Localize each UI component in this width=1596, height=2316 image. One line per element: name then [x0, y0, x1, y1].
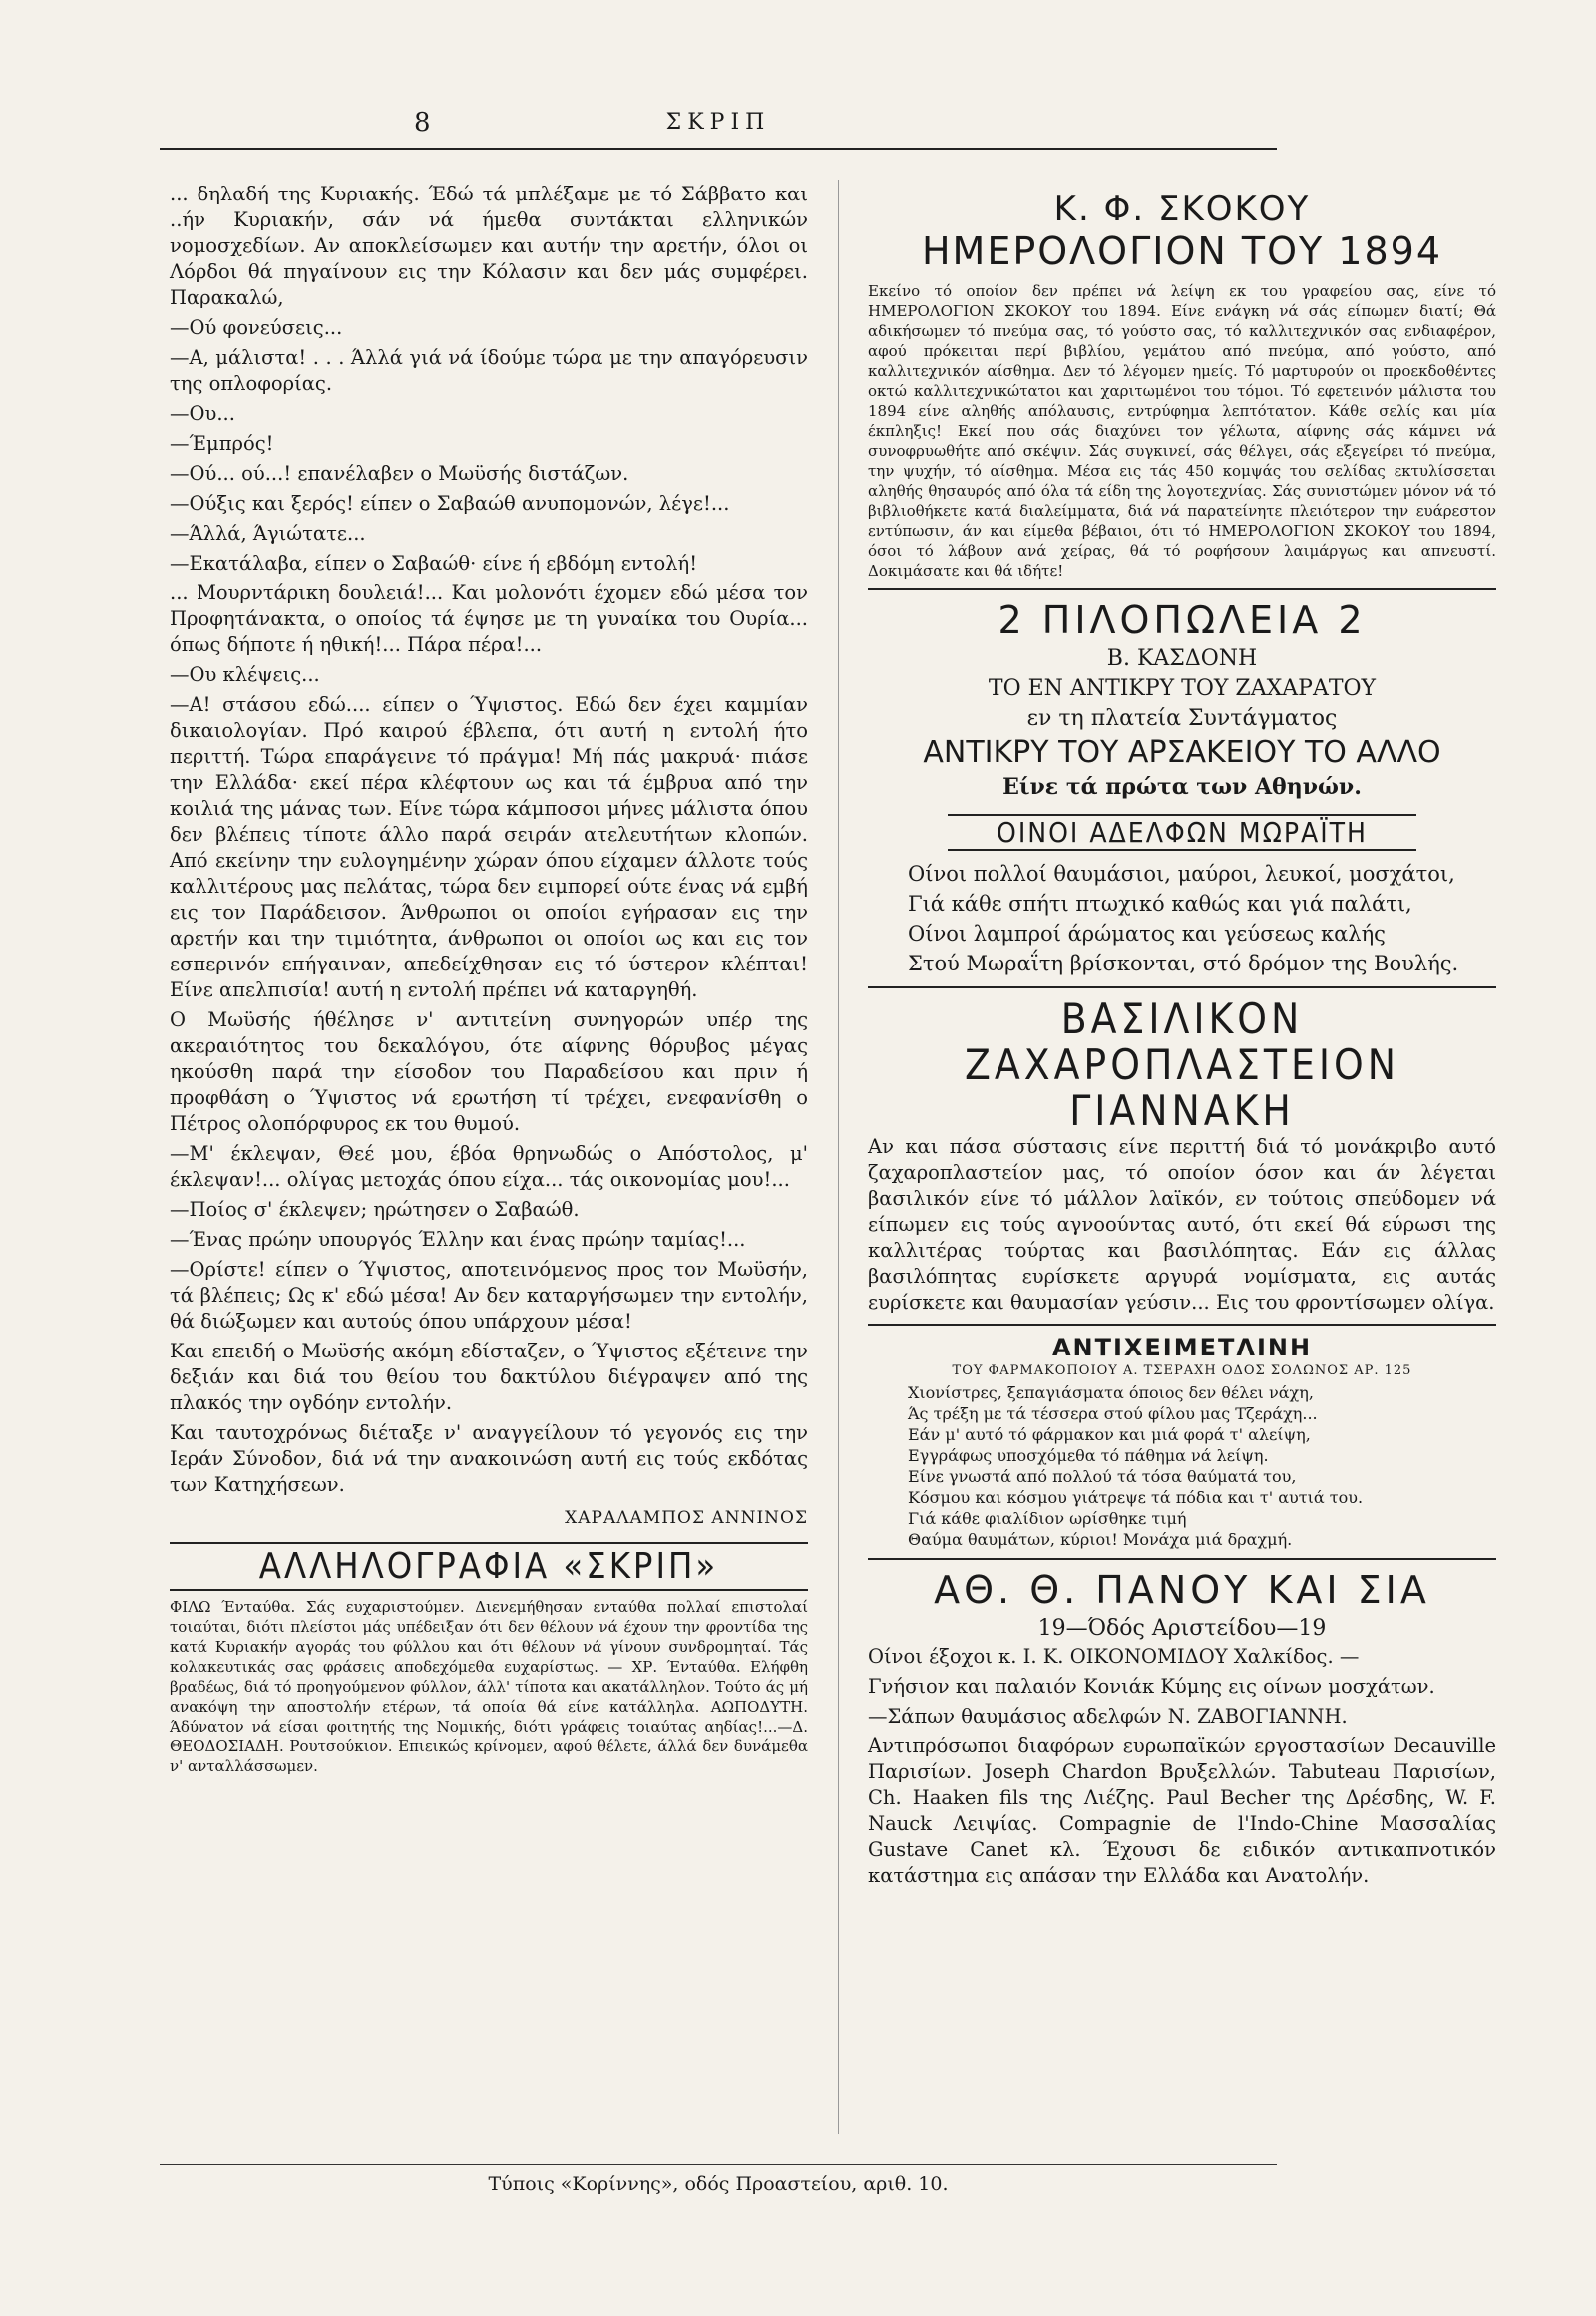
verse-line: Γιά κάθε φιαλίδιον ωρίσθηκε τιμή [908, 1509, 1187, 1528]
page-number: 8 [414, 108, 431, 138]
story-paragraph: —Μ' έκλεψαν, Θεέ μου, έβόα θρηνωδώς ο Απόστολος, μ' έκλεψαν!... ολίγας μετοχάς όπου είχα... τάς οικονομίας μου!... [170, 1142, 808, 1191]
story-paragraph: Και ταυτοχρόνως διέταξε ν' αναγγείλουν τό γεγονός εις την Ιεράν Σύνοδον, διά νά την ανακοινώση αυτή εις τούς εκδότας των Κατηχήσεων. [170, 1421, 808, 1496]
kasdoni-name: Β. ΚΑΣΔΟΝΗ [1106, 646, 1258, 671]
panou-line: Αντιπρόσωποι διαφόρων ευρωπαϊκών εργοστασίων Decauville Παρισίων. Joseph Chardon Βρυξελλών. Tabuteau Παρισίων, Ch. Haaken fils της Λιέζης. Paul Becher της Δρέσδης, W. F. Nauck Λειψίας. Compagnie de l'Indo-Chine Μασσαλίας Gustave Canet κλ. Έχουσι δε ειδικόν αντικαπνοτικόν κατάστημα εις απάσαν την Ελλάδα και Ανατολήν. [868, 1735, 1496, 1887]
wine-verses [908, 859, 1496, 978]
panou-ad [868, 1568, 1496, 1889]
column-divider [838, 180, 839, 2134]
pharmacy-verses [908, 1382, 1496, 1550]
story-paragraph: —Ού φονεύσεις... [170, 316, 343, 339]
verse-line: Εάν μ' αυτό τό φάρμακον και μιά φορά τ' αλείψη, [908, 1425, 1311, 1444]
ad-separator [868, 1324, 1496, 1326]
skokou-text: Εκείνο τό οποίον δεν πρέπει νά λείψη εκ του γραφείου σας, είνε τό ΗΜΕΡΟΛΟΓΙΟΝ ΣΚΟΚΟΥ του 1894. Είνε ενάγκη νά σάς είπωμεν διατί; Θά αδικήσωμεν τό πνεύμα σας, τό γούστο σας, τό καλλιτεχνικόν σας ενδιαφέρον, αφού πρόκειται περί βιβλίου, γεμάτου από πνεύμα, από γούστο, από καλλιτεχνικόν αίσθημα. Δεν τό λέγομεν ημείς. Τό μαρτυρούν οι προεκδοθέντες οκτώ καλλιτεχνικώτατοι και χαριτωμένοι του τόμοι. Τό εφετεινόν μάλιστα του 1894 είνε αληθής απόλαυσις, εντρύφημα λεπτότατον. Κάθε σελίς και μία έκπληξις! Εκεί που σάς διαχύνει τον γέλωτα, αίφνης σάς κάμνει νά συνοφρυωθήτε από σκέψιν. Σάς συγκινεί, σάς θέλγει, σάς εξεγείρει τό πνεύμα, την ψυχήν, τό αίσθημα. Μέσα εις τάς 450 κομψάς του σελίδας εκτυλίσσεται αληθής θησαυρός από όλα τά είδη της λογοτεχνίας. Σάς συνιστώμεν μόνον νά τό βιβλιοθήκετε κατά διαλείμματα, διά νά παρατείνητε πλειότερον την ευάρεστον εντύπωσιν, άν και είμεθα βέβαιοι, ότι τό ΗΜΕΡΟΛΟΓΙΟΝ ΣΚΟΚΟΥ του 1894, όσοι τό λάβουν ανά χείρας, θά τό ροφήσουν λαιμάργως και απνευστί. Δοκιμάσατε και θά ιδήτε! [868, 282, 1496, 579]
panou-title: ΑΘ. Θ. ΠΑΝΟΥ ΚΑΙ ΣΙΑ [934, 1568, 1430, 1612]
ad-separator [868, 588, 1496, 590]
story-paragraph: ... Μουρντάρικη δουλειά!... Και μολονότι έχομεν εδώ μέσα τον Προφητάνακτα, ο οποίος τά έψησε με τη γυναίκα του Ουρία... όπως δήποτε ή ηθική!... Πάρα πέρα!... [170, 581, 808, 656]
wine-ad [868, 814, 1496, 978]
panou-line: Γνήσιον και παλαιόν Κονιάκ Κύμης εις οίνων μοσχάτων. [868, 1675, 1435, 1698]
skokou-ad [868, 190, 1496, 580]
story-paragraph: —Ορίστε! είπεν ο Ύψιστος, αποτεινόμενος προς τον Μωϋσήν, τά βλέπεις; Ως κ' εδώ μέσα! Αν δεν καταργήσωμεν την εντολήν, θά διώξωμεν και αυτούς όπου υπάρχουν μέσα! [170, 1258, 808, 1333]
story-paragraph: —Ου κλέψεις... [170, 663, 320, 686]
verse-line: Είνε γνωστά από πολλού τά τόσα θαύματά του, [908, 1467, 1297, 1486]
verse-line: Άς τρέξη με τά τέσσερα στού φίλου μας Τζεράχη... [908, 1404, 1318, 1423]
story-paragraph: —Α, μάλιστα! . . . Άλλά γιά νά ίδούμε τώρα με την απαγόρευσιν της οπλοφορίας. [170, 346, 808, 395]
pastry-ad [868, 996, 1496, 1316]
story-paragraph: Ο Μωϋσής ήθέλησε ν' αντιτείνη συνηγορών υπέρ της ακεραιότητος του δεκαλόγου, ότε αίφνης θόρυβος μέγας ηκούσθη παρά την είσοδον του Παραδείσου και πριν ή προφθάση ο Ύψιστος νά ερωτήση τί τρέχει, ενεφανίσθη ο Πέτρος ολοπόρφυρος εκ του θυμού. [170, 1008, 808, 1135]
right-column [868, 182, 1496, 1893]
correspondence-text: ΦΙΛΩ Ένταύθα. Σάς ευχαριστούμεν. Διενεμήθησαν ενταύθα πολλαί επιστολαί τοιαύται, διότι πλείστοι μάς υπέδειξαν ότι δεν θέλουν νά έχουν την φροντίδα της κατά Κυριακήν αγοράς του φύλλου και ότι θέλουν νά γίνουν συνδρομηταί. Τάς κολακευτικάς σας φράσεις αποδεχόμεθα ευχαρίστως. — ΧΡ. Ένταύθα. Ελήφθη βραδέως, διά τό προηγούμενον φύλλον, άλλ' τίποτα και ακατάλληλον. Τούτο άς μή ανακόψη την αποστολήν ετέρων, τά οποία θά είνε κατάλληλα. ΑΩΠΟΔΥΤΗ. Άδύνατον νά είσαι φοιτητής της Νομικής, διότι γράφεις τοιαύτας αηδίας!...—Δ. ΘΕΟΔΟΣΙΑΔΗ. Ρουτσούκιον. Επιεικώς κρίνομεν, αφού θέλετε, άλλά δεν δυνάμεθα ν' ανταλλάσσωμεν. [170, 1598, 808, 1775]
running-title: ΣΚΡΙΠ [665, 110, 771, 135]
story-paragraph: —Άλλά, Άγιώτατε... [170, 522, 366, 545]
skokou-name: Κ. Φ. ΣΚΟΚΟΥ [1053, 190, 1311, 229]
page-header [160, 108, 1277, 148]
verse-line: Γιά κάθε σπήτι πτωχικό καθώς και γιά παλάτι, [908, 892, 1412, 916]
story-paragraph: —Ου... [170, 402, 235, 425]
verse-line: Οίνοι πολλοί θαυμάσιοι, μαύροι, λευκοί, μοσχάτοι, [908, 862, 1455, 886]
story-paragraph: —Ού... ού...! επανέλαβεν ο Μωϋσής διστάζων. [170, 462, 629, 485]
pharmacy-subtitle: ΤΟΥ ΦΑΡΜΑΚΟΠΟΙΟΥ Α. ΤΣΕΡΑΧΗ ΟΔΟΣ ΣΟΛΩΝΟΣ ΑΡ. 125 [952, 1363, 1412, 1378]
story-paragraph: —Ένας πρώην υπουργός Έλλην και ένας πρώην ταμίας!... [170, 1228, 746, 1251]
verse-line: Χιονίστρες, ξεπαγιάσματα όποιος δεν θέλει νάχη, [908, 1383, 1314, 1402]
pastry-title: ΒΑΣΙΛΙΚΟΝ ΖΑΧΑΡΟΠΛΑΣΤΕΙΟΝ [964, 994, 1399, 1089]
story-paragraph: —Εκατάλαβα, είπεν ο Σαβαώθ· είνε ή εβδόμη εντολή! [170, 552, 698, 575]
kasdoni-line1: ΤΟ ΕΝ ΑΝΤΙΚΡΥ ΤΟΥ ΖΑΧΑΡΑΤΟΥ [988, 676, 1377, 701]
ad-separator [868, 986, 1496, 988]
left-column [170, 182, 808, 1778]
pastry-name: ΓΙΑΝΝΑΚΗ [1069, 1086, 1295, 1135]
author-signature: ΧΑΡΑΛΑΜΠΟΣ ΑΝΝΙΝΟΣ [565, 1508, 808, 1528]
verse-line: Στού Μωραΐτη βρίσκονται, στό δρόμον της Βουλής. [908, 952, 1459, 975]
pharmacy-title: ΑΝΤΙΧΕΙΜΕΤΛΙΝΗ [1051, 1334, 1313, 1361]
panou-line: —Σάπων θαυμάσιος αδελφών Ν. ΖΑΒΟΓΙΑΝΝΗ. [868, 1705, 1348, 1728]
panou-address: 19—Όδός Αριστείδου—19 [1037, 1616, 1327, 1641]
skokou-title: ΗΜΕΡΟΛΟΓΙΟΝ ΤΟΥ 1894 [921, 229, 1442, 273]
correspondence-title: ΑΛΛΗΛΟΓΡΑΦΙΑ «ΣΚΡΙΠ» [170, 1542, 808, 1591]
verse-line: Θαύμα θαυμάτων, κύριοι! Μονάχα μιά δραχμή. [908, 1530, 1293, 1549]
story-paragraph: —Έμπρός! [170, 432, 274, 455]
kasdoni-line2: εν τη πλατεία Συντάγματος [1026, 706, 1338, 731]
story-paragraph: Και επειδή ο Μωϋσής ακόμη εδίσταζεν, ο Ύψιστος εξέτεινε την δεξιάν και διά του θείου του δακτύλου διέγραψεν από της πλακός την ογδόην εντολήν. [170, 1340, 808, 1414]
ad-separator [868, 1558, 1496, 1560]
kasdoni-ad [868, 598, 1496, 802]
pastry-text: Αν και πάσα σύστασις είνε περιττή διά τό μονάκριβο αυτό ζαχαροπλαστείον μας, τό οποίον όσον και άν λέγεται βασιλικόν είνε τό μάλλον λαϊκόν, εν τούτοις σπεύδομεν νά είπωμεν εις τούς αγνοούντας αυτό, ότι εκεί θά εύρωσι της καλλιτέρας τούρτας και βασιλόπητας. Εάν εις άλλας βασιλόπητας ευρίσκετε αργυρά νομίσματα, εις αυτάς ευρίσκετε και θαυμασίαν γεύσιν... Εις του φροντίσωμεν ολίγα. [868, 1135, 1496, 1314]
story-body [170, 182, 808, 1498]
kasdoni-line3: ΑΝΤΙΚΡΥ ΤΟΥ ΑΡΣΑΚΕΙΟΥ ΤΟ ΑΛΛΟ [923, 735, 1441, 770]
verse-line: Κόσμου και κόσμου γιάτρεψε τά πόδια και τ' αυτιά του. [908, 1488, 1364, 1507]
story-paragraph: ... δηλαδή της Κυριακής. Έδώ τά μπλέξαμε με τό Σάββατο και ..ήν Κυριακήν, σάν νά ήμεθα συντάκται ελληνικών νομοσχεδίων. Αν αποκλείσωμεν και αυτήν την αρετήν, όλοι οι Λόρδοι θά πηγαίνουν εις την Κόλασιν και δεν μάς συμφέρει. Παρακαλώ, [170, 183, 808, 309]
story-paragraph: —Α! στάσου εδώ.... είπεν ο Ύψιστος. Εδώ δεν έχει καμμίαν δικαιολογίαν. Πρό καιρού έβλεπα, ότι αυτή η εντολή ήτο περιττή. Τώρα επαράγεινε τό πράγμα! Μή πάς μακρυά· πιάσε την Ελλάδα· εκεί πέρα κλέφτουν ως και τά έμβρυα από την κοιλιά της μάνας των. Είνε τώρα κάμποσοι μήνες μάλιστα όπου δεν βλέπεις τίποτε άλλο παρά σειράν ατελευτήτων κλοπών. Από εκείνην την ευλογημένην χώραν όπου είχαμεν άλλοτε τούς καλλιτέρους μας πελάτας, τώρα δεν ειμπορεί ούτε ένας νά εμβή εις τον Παράδεισον. Άνθρωποι οι οποίοι εγήρασαν εις την αρετήν και την τιμιότητα, άνθρωποι οι οποίοι ως και εις τον εσπερινόν επήγαιναν, απεδείχθησαν εις τό ύστερον κλέπται! Είνε απελπισία! αυτή η εντολή πρέπει νά καταργηθή. [170, 693, 808, 1001]
story-paragraph: —Ούξις και ξερός! είπεν ο Σαβαώθ ανυπομονών, λέγε!... [170, 492, 730, 515]
verse-line: Εγγράφως υποσχόμεθα τό πάθημα νά λείψη. [908, 1446, 1269, 1465]
verse-line: Οίνοι λαμπροί άρώματος και γεύσεως καλής [908, 922, 1386, 946]
header-rule [160, 148, 1277, 150]
panou-line: Οίνοι έξοχοι κ. Ι. Κ. ΟΙΚΟΝΟΜΙΔΟΥ Χαλκίδος. — [868, 1645, 1360, 1668]
story-paragraph: —Ποίος σ' έκλεψεν; ηρώτησεν ο Σαβαώθ. [170, 1198, 580, 1221]
printer-footer: Τύποις «Κορίννης», οδός Προαστείου, αριθ. 10. [160, 2164, 1277, 2195]
pharmacy-ad [868, 1334, 1496, 1550]
wine-title: ΟΙΝΟΙ ΑΔΕΛΦΩΝ ΜΩΡΑΪΤΗ [948, 814, 1416, 851]
kasdoni-line4: Είνε τά πρώτα των Αθηνών. [1002, 774, 1362, 800]
kasdoni-title: 2 ΠΙΛΟΠΩΛΕΙΑ 2 [998, 598, 1367, 642]
